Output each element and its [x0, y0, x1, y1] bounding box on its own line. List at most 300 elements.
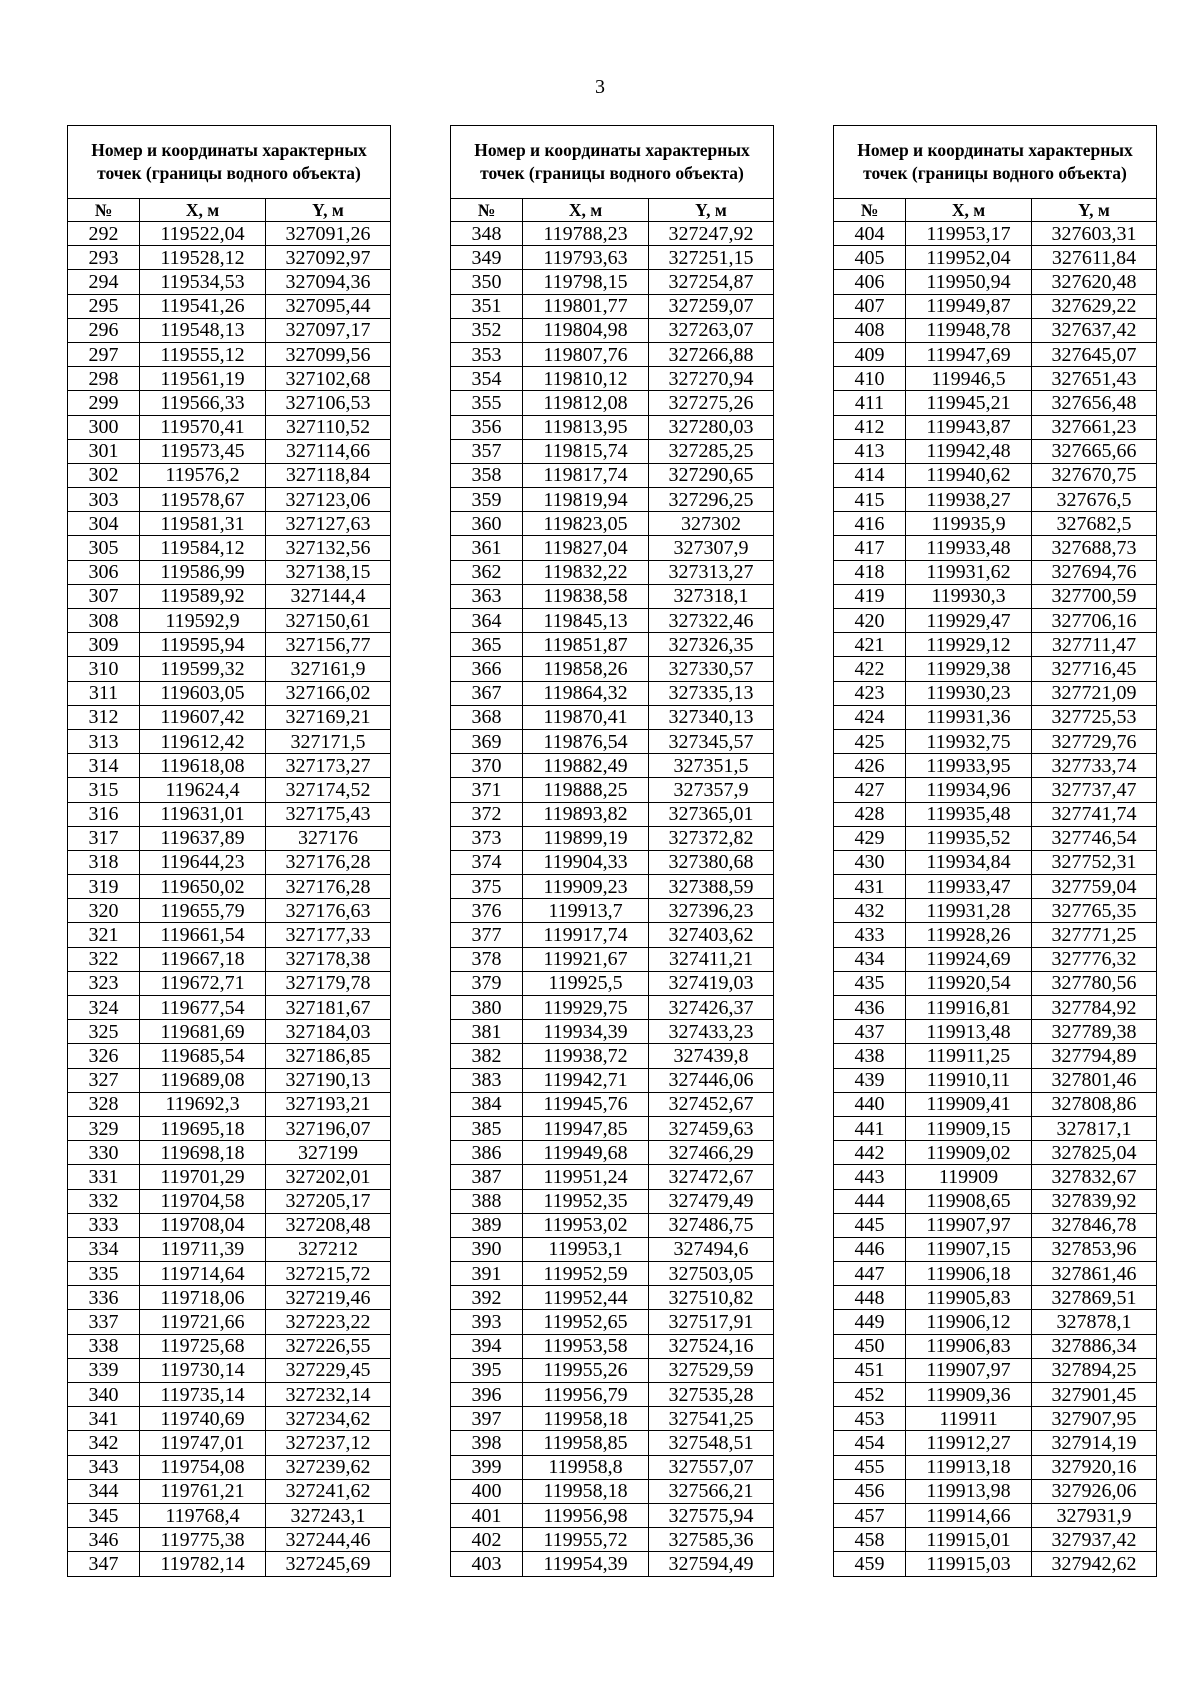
table-row — [451, 488, 774, 512]
point-number: 383 — [451, 1068, 523, 1092]
point-number: 374 — [451, 850, 523, 874]
point-number: 388 — [451, 1189, 523, 1213]
point-number: 338 — [68, 1334, 140, 1358]
y-coordinate: 327247,92 — [649, 222, 774, 246]
x-coordinate: 119823,05 — [523, 512, 649, 536]
table-row — [68, 1068, 391, 1092]
point-number: 299 — [68, 391, 140, 415]
y-coordinate: 327123,06 — [266, 488, 391, 512]
x-coordinate: 119838,58 — [523, 584, 649, 608]
point-number: 295 — [68, 294, 140, 318]
point-number: 310 — [68, 657, 140, 681]
point-number: 362 — [451, 560, 523, 584]
x-coordinate: 119692,3 — [140, 1092, 266, 1116]
x-coordinate: 119955,26 — [523, 1358, 649, 1382]
y-coordinate: 327110,52 — [266, 415, 391, 439]
x-coordinate: 119810,12 — [523, 367, 649, 391]
table-row — [68, 923, 391, 947]
x-coordinate: 119958,8 — [523, 1455, 649, 1479]
point-number: 379 — [451, 971, 523, 995]
x-coordinate: 119812,08 — [523, 391, 649, 415]
x-coordinate: 119909 — [906, 1165, 1032, 1189]
table-row — [834, 681, 1157, 705]
y-coordinate: 327637,42 — [1032, 318, 1157, 342]
y-coordinate: 327808,86 — [1032, 1092, 1157, 1116]
x-coordinate: 119718,06 — [140, 1286, 266, 1310]
y-coordinate: 327741,74 — [1032, 802, 1157, 826]
table-row — [68, 1237, 391, 1261]
y-coordinate: 327199 — [266, 1141, 391, 1165]
x-coordinate: 119916,81 — [906, 996, 1032, 1020]
table-row — [68, 246, 391, 270]
x-coordinate: 119942,71 — [523, 1068, 649, 1092]
point-number: 292 — [68, 222, 140, 246]
column-header-y: Y, м — [649, 199, 774, 222]
y-coordinate: 327196,07 — [266, 1116, 391, 1140]
x-coordinate: 119586,99 — [140, 560, 266, 584]
table-row — [834, 463, 1157, 487]
y-coordinate: 327156,77 — [266, 633, 391, 657]
table-row — [451, 778, 774, 802]
column-header-number: № — [451, 199, 523, 222]
point-number: 406 — [834, 270, 906, 294]
x-coordinate: 119782,14 — [140, 1552, 266, 1576]
y-coordinate: 327263,07 — [649, 318, 774, 342]
x-coordinate: 119522,04 — [140, 222, 266, 246]
y-coordinate: 327439,8 — [649, 1044, 774, 1068]
point-number: 426 — [834, 754, 906, 778]
point-number: 343 — [68, 1455, 140, 1479]
x-coordinate: 119907,97 — [906, 1358, 1032, 1382]
point-number: 423 — [834, 681, 906, 705]
x-coordinate: 119768,4 — [140, 1503, 266, 1527]
table-row — [834, 899, 1157, 923]
y-coordinate: 327099,56 — [266, 342, 391, 366]
table-row — [451, 802, 774, 826]
point-number: 440 — [834, 1092, 906, 1116]
y-coordinate: 327259,07 — [649, 294, 774, 318]
point-number: 333 — [68, 1213, 140, 1237]
column-header-number: № — [68, 199, 140, 222]
point-number: 443 — [834, 1165, 906, 1189]
point-number: 394 — [451, 1334, 523, 1358]
table-row — [68, 778, 391, 802]
y-coordinate: 327318,1 — [649, 584, 774, 608]
x-coordinate: 119952,59 — [523, 1262, 649, 1286]
point-number: 459 — [834, 1552, 906, 1576]
y-coordinate: 327700,59 — [1032, 584, 1157, 608]
x-coordinate: 119906,83 — [906, 1334, 1032, 1358]
point-number: 355 — [451, 391, 523, 415]
x-coordinate: 119561,19 — [140, 367, 266, 391]
x-coordinate: 119882,49 — [523, 754, 649, 778]
x-coordinate: 119876,54 — [523, 729, 649, 753]
table-title: Номер и координаты характерных точек (границы водного объекта) — [451, 126, 774, 199]
point-number: 372 — [451, 802, 523, 826]
table-row — [68, 294, 391, 318]
y-coordinate: 327771,25 — [1032, 923, 1157, 947]
x-coordinate: 119929,47 — [906, 609, 1032, 633]
table-row — [451, 584, 774, 608]
table-row — [451, 512, 774, 536]
point-number: 324 — [68, 996, 140, 1020]
y-coordinate: 327776,32 — [1032, 947, 1157, 971]
point-number: 302 — [68, 463, 140, 487]
point-number: 316 — [68, 802, 140, 826]
point-number: 408 — [834, 318, 906, 342]
x-coordinate: 119929,38 — [906, 657, 1032, 681]
table-row — [451, 270, 774, 294]
point-number: 433 — [834, 923, 906, 947]
x-coordinate: 119908,65 — [906, 1189, 1032, 1213]
y-coordinate: 327335,13 — [649, 681, 774, 705]
y-coordinate: 327166,02 — [266, 681, 391, 705]
table-row — [451, 439, 774, 463]
table-row — [451, 657, 774, 681]
point-number: 378 — [451, 947, 523, 971]
point-number: 309 — [68, 633, 140, 657]
point-number: 382 — [451, 1044, 523, 1068]
table-row — [68, 1552, 391, 1576]
table-row — [451, 996, 774, 1020]
y-coordinate: 327205,17 — [266, 1189, 391, 1213]
table-row — [834, 1407, 1157, 1431]
point-number: 446 — [834, 1237, 906, 1261]
point-number: 396 — [451, 1383, 523, 1407]
y-coordinate: 327226,55 — [266, 1334, 391, 1358]
x-coordinate: 119942,48 — [906, 439, 1032, 463]
table-row — [451, 1383, 774, 1407]
table-row — [834, 1286, 1157, 1310]
x-coordinate: 119934,96 — [906, 778, 1032, 802]
point-number: 348 — [451, 222, 523, 246]
table-row — [834, 923, 1157, 947]
x-coordinate: 119864,32 — [523, 681, 649, 705]
y-coordinate: 327307,9 — [649, 536, 774, 560]
x-coordinate: 119917,74 — [523, 923, 649, 947]
point-number: 436 — [834, 996, 906, 1020]
table-row — [834, 439, 1157, 463]
table-row — [68, 1165, 391, 1189]
table-row — [68, 971, 391, 995]
point-number: 301 — [68, 439, 140, 463]
x-coordinate: 119913,98 — [906, 1479, 1032, 1503]
table-row — [834, 754, 1157, 778]
y-coordinate: 327285,25 — [649, 439, 774, 463]
point-number: 444 — [834, 1189, 906, 1213]
point-number: 367 — [451, 681, 523, 705]
table-row — [68, 488, 391, 512]
x-coordinate: 119924,69 — [906, 947, 1032, 971]
table-row — [451, 826, 774, 850]
point-number: 373 — [451, 826, 523, 850]
point-number: 357 — [451, 439, 523, 463]
y-coordinate: 327459,63 — [649, 1116, 774, 1140]
x-coordinate: 119603,05 — [140, 681, 266, 705]
x-coordinate: 119813,95 — [523, 415, 649, 439]
point-number: 321 — [68, 923, 140, 947]
point-number: 344 — [68, 1479, 140, 1503]
table-row — [834, 826, 1157, 850]
table-row — [68, 536, 391, 560]
x-coordinate: 119930,3 — [906, 584, 1032, 608]
x-coordinate: 119725,68 — [140, 1334, 266, 1358]
y-coordinate: 327106,53 — [266, 391, 391, 415]
y-coordinate: 327894,25 — [1032, 1358, 1157, 1382]
point-number: 402 — [451, 1528, 523, 1552]
y-coordinate: 327396,23 — [649, 899, 774, 923]
y-coordinate: 327825,04 — [1032, 1141, 1157, 1165]
point-number: 455 — [834, 1455, 906, 1479]
point-number: 346 — [68, 1528, 140, 1552]
point-number: 345 — [68, 1503, 140, 1527]
table-row — [834, 996, 1157, 1020]
table-row — [451, 729, 774, 753]
x-coordinate: 119947,69 — [906, 342, 1032, 366]
column-header-y: Y, м — [266, 199, 391, 222]
point-number: 431 — [834, 875, 906, 899]
y-coordinate: 327092,97 — [266, 246, 391, 270]
x-coordinate: 119788,23 — [523, 222, 649, 246]
x-coordinate: 119644,23 — [140, 850, 266, 874]
y-coordinate: 327419,03 — [649, 971, 774, 995]
x-coordinate: 119845,13 — [523, 609, 649, 633]
x-coordinate: 119909,23 — [523, 875, 649, 899]
y-coordinate: 327926,06 — [1032, 1479, 1157, 1503]
y-coordinate: 327330,57 — [649, 657, 774, 681]
table-row — [451, 536, 774, 560]
y-coordinate: 327296,25 — [649, 488, 774, 512]
table-row — [451, 850, 774, 874]
table-row — [451, 1528, 774, 1552]
y-coordinate: 327184,03 — [266, 1020, 391, 1044]
table-row — [451, 1116, 774, 1140]
point-number: 294 — [68, 270, 140, 294]
y-coordinate: 327853,96 — [1032, 1237, 1157, 1261]
table-row — [451, 1479, 774, 1503]
point-number: 331 — [68, 1165, 140, 1189]
x-coordinate: 119754,08 — [140, 1455, 266, 1479]
table-title: Номер и координаты характерных точек (границы водного объекта) — [834, 126, 1157, 199]
x-coordinate: 119747,01 — [140, 1431, 266, 1455]
table-row — [834, 342, 1157, 366]
table-row — [834, 1165, 1157, 1189]
point-number: 400 — [451, 1479, 523, 1503]
table-row — [451, 1189, 774, 1213]
column-header-y: Y, м — [1032, 199, 1157, 222]
x-coordinate: 119955,72 — [523, 1528, 649, 1552]
table-row — [834, 560, 1157, 584]
x-coordinate: 119566,33 — [140, 391, 266, 415]
y-coordinate: 327171,5 — [266, 729, 391, 753]
point-number: 451 — [834, 1358, 906, 1382]
x-coordinate: 119631,01 — [140, 802, 266, 826]
x-coordinate: 119934,39 — [523, 1020, 649, 1044]
y-coordinate: 327861,46 — [1032, 1262, 1157, 1286]
column-header-x: X, м — [523, 199, 649, 222]
table-row — [834, 1358, 1157, 1382]
x-coordinate: 119906,12 — [906, 1310, 1032, 1334]
y-coordinate: 327706,16 — [1032, 609, 1157, 633]
y-coordinate: 327215,72 — [266, 1262, 391, 1286]
point-number: 376 — [451, 899, 523, 923]
table-row — [68, 1358, 391, 1382]
point-number: 359 — [451, 488, 523, 512]
y-coordinate: 327907,95 — [1032, 1407, 1157, 1431]
table-row — [451, 1165, 774, 1189]
table-row — [834, 875, 1157, 899]
point-number: 425 — [834, 729, 906, 753]
point-number: 353 — [451, 342, 523, 366]
y-coordinate: 327682,5 — [1032, 512, 1157, 536]
point-number: 358 — [451, 463, 523, 487]
table-row — [451, 415, 774, 439]
y-coordinate: 327234,62 — [266, 1407, 391, 1431]
y-coordinate: 327326,35 — [649, 633, 774, 657]
table-row — [451, 947, 774, 971]
x-coordinate: 119958,85 — [523, 1431, 649, 1455]
y-coordinate: 327118,84 — [266, 463, 391, 487]
y-coordinate: 327651,43 — [1032, 367, 1157, 391]
y-coordinate: 327711,47 — [1032, 633, 1157, 657]
point-number: 322 — [68, 947, 140, 971]
table-row — [451, 899, 774, 923]
y-coordinate: 327357,9 — [649, 778, 774, 802]
x-coordinate: 119528,12 — [140, 246, 266, 270]
x-coordinate: 119735,14 — [140, 1383, 266, 1407]
table-row — [834, 1528, 1157, 1552]
table-row — [834, 1189, 1157, 1213]
table-row — [68, 342, 391, 366]
y-coordinate: 327620,48 — [1032, 270, 1157, 294]
point-number: 328 — [68, 1092, 140, 1116]
point-number: 414 — [834, 463, 906, 487]
y-coordinate: 327239,62 — [266, 1455, 391, 1479]
y-coordinate: 327351,5 — [649, 754, 774, 778]
x-coordinate: 119541,26 — [140, 294, 266, 318]
y-coordinate: 327676,5 — [1032, 488, 1157, 512]
x-coordinate: 119584,12 — [140, 536, 266, 560]
y-coordinate: 327503,05 — [649, 1262, 774, 1286]
table-row — [451, 875, 774, 899]
table-row — [68, 512, 391, 536]
point-number: 458 — [834, 1528, 906, 1552]
y-coordinate: 327942,62 — [1032, 1552, 1157, 1576]
x-coordinate: 119912,27 — [906, 1431, 1032, 1455]
table-row — [834, 367, 1157, 391]
x-coordinate: 119911,25 — [906, 1044, 1032, 1068]
y-coordinate: 327452,67 — [649, 1092, 774, 1116]
x-coordinate: 119920,54 — [906, 971, 1032, 995]
x-coordinate: 119933,95 — [906, 754, 1032, 778]
x-coordinate: 119689,08 — [140, 1068, 266, 1092]
y-coordinate: 327832,67 — [1032, 1165, 1157, 1189]
y-coordinate: 327878,1 — [1032, 1310, 1157, 1334]
x-coordinate: 119943,87 — [906, 415, 1032, 439]
x-coordinate: 119907,15 — [906, 1237, 1032, 1261]
x-coordinate: 119949,87 — [906, 294, 1032, 318]
point-number: 334 — [68, 1237, 140, 1261]
table-row — [834, 1455, 1157, 1479]
x-coordinate: 119931,36 — [906, 705, 1032, 729]
x-coordinate: 119672,71 — [140, 971, 266, 995]
y-coordinate: 327174,52 — [266, 778, 391, 802]
point-number: 430 — [834, 850, 906, 874]
y-coordinate: 327466,29 — [649, 1141, 774, 1165]
point-number: 454 — [834, 1431, 906, 1455]
y-coordinate: 327733,74 — [1032, 754, 1157, 778]
table-row — [451, 633, 774, 657]
y-coordinate: 327494,6 — [649, 1237, 774, 1261]
y-coordinate: 327372,82 — [649, 826, 774, 850]
y-coordinate: 327202,01 — [266, 1165, 391, 1189]
y-coordinate: 327901,45 — [1032, 1383, 1157, 1407]
y-coordinate: 327212 — [266, 1237, 391, 1261]
x-coordinate: 119947,85 — [523, 1116, 649, 1140]
point-number: 306 — [68, 560, 140, 584]
table-row — [68, 270, 391, 294]
x-coordinate: 119555,12 — [140, 342, 266, 366]
y-coordinate: 327229,45 — [266, 1358, 391, 1382]
x-coordinate: 119595,94 — [140, 633, 266, 657]
y-coordinate: 327237,12 — [266, 1431, 391, 1455]
x-coordinate: 119761,21 — [140, 1479, 266, 1503]
x-coordinate: 119798,15 — [523, 270, 649, 294]
point-number: 399 — [451, 1455, 523, 1479]
x-coordinate: 119637,89 — [140, 826, 266, 850]
table-row — [68, 899, 391, 923]
y-coordinate: 327433,23 — [649, 1020, 774, 1044]
x-coordinate: 119913,48 — [906, 1020, 1032, 1044]
x-coordinate: 119953,17 — [906, 222, 1032, 246]
table-row — [834, 1116, 1157, 1140]
y-coordinate: 327694,76 — [1032, 560, 1157, 584]
x-coordinate: 119711,39 — [140, 1237, 266, 1261]
table-row — [834, 1044, 1157, 1068]
table-row — [68, 1189, 391, 1213]
point-number: 366 — [451, 657, 523, 681]
point-number: 424 — [834, 705, 906, 729]
x-coordinate: 119655,79 — [140, 899, 266, 923]
x-coordinate: 119915,01 — [906, 1528, 1032, 1552]
point-number: 364 — [451, 609, 523, 633]
y-coordinate: 327380,68 — [649, 850, 774, 874]
x-coordinate: 119581,31 — [140, 512, 266, 536]
point-number: 435 — [834, 971, 906, 995]
point-number: 393 — [451, 1310, 523, 1334]
point-number: 410 — [834, 367, 906, 391]
table-row — [68, 947, 391, 971]
table-row — [451, 1286, 774, 1310]
y-coordinate: 327091,26 — [266, 222, 391, 246]
x-coordinate: 119909,41 — [906, 1092, 1032, 1116]
y-coordinate: 327169,21 — [266, 705, 391, 729]
table-row — [834, 270, 1157, 294]
table-row — [68, 1431, 391, 1455]
x-coordinate: 119730,14 — [140, 1358, 266, 1382]
table-row — [68, 318, 391, 342]
y-coordinate: 327095,44 — [266, 294, 391, 318]
table-row — [834, 971, 1157, 995]
table-row — [451, 222, 774, 246]
y-coordinate: 327510,82 — [649, 1286, 774, 1310]
y-coordinate: 327656,48 — [1032, 391, 1157, 415]
point-number: 350 — [451, 270, 523, 294]
page-number: 3 — [595, 76, 605, 98]
y-coordinate: 327322,46 — [649, 609, 774, 633]
table-row — [68, 657, 391, 681]
point-number: 432 — [834, 899, 906, 923]
